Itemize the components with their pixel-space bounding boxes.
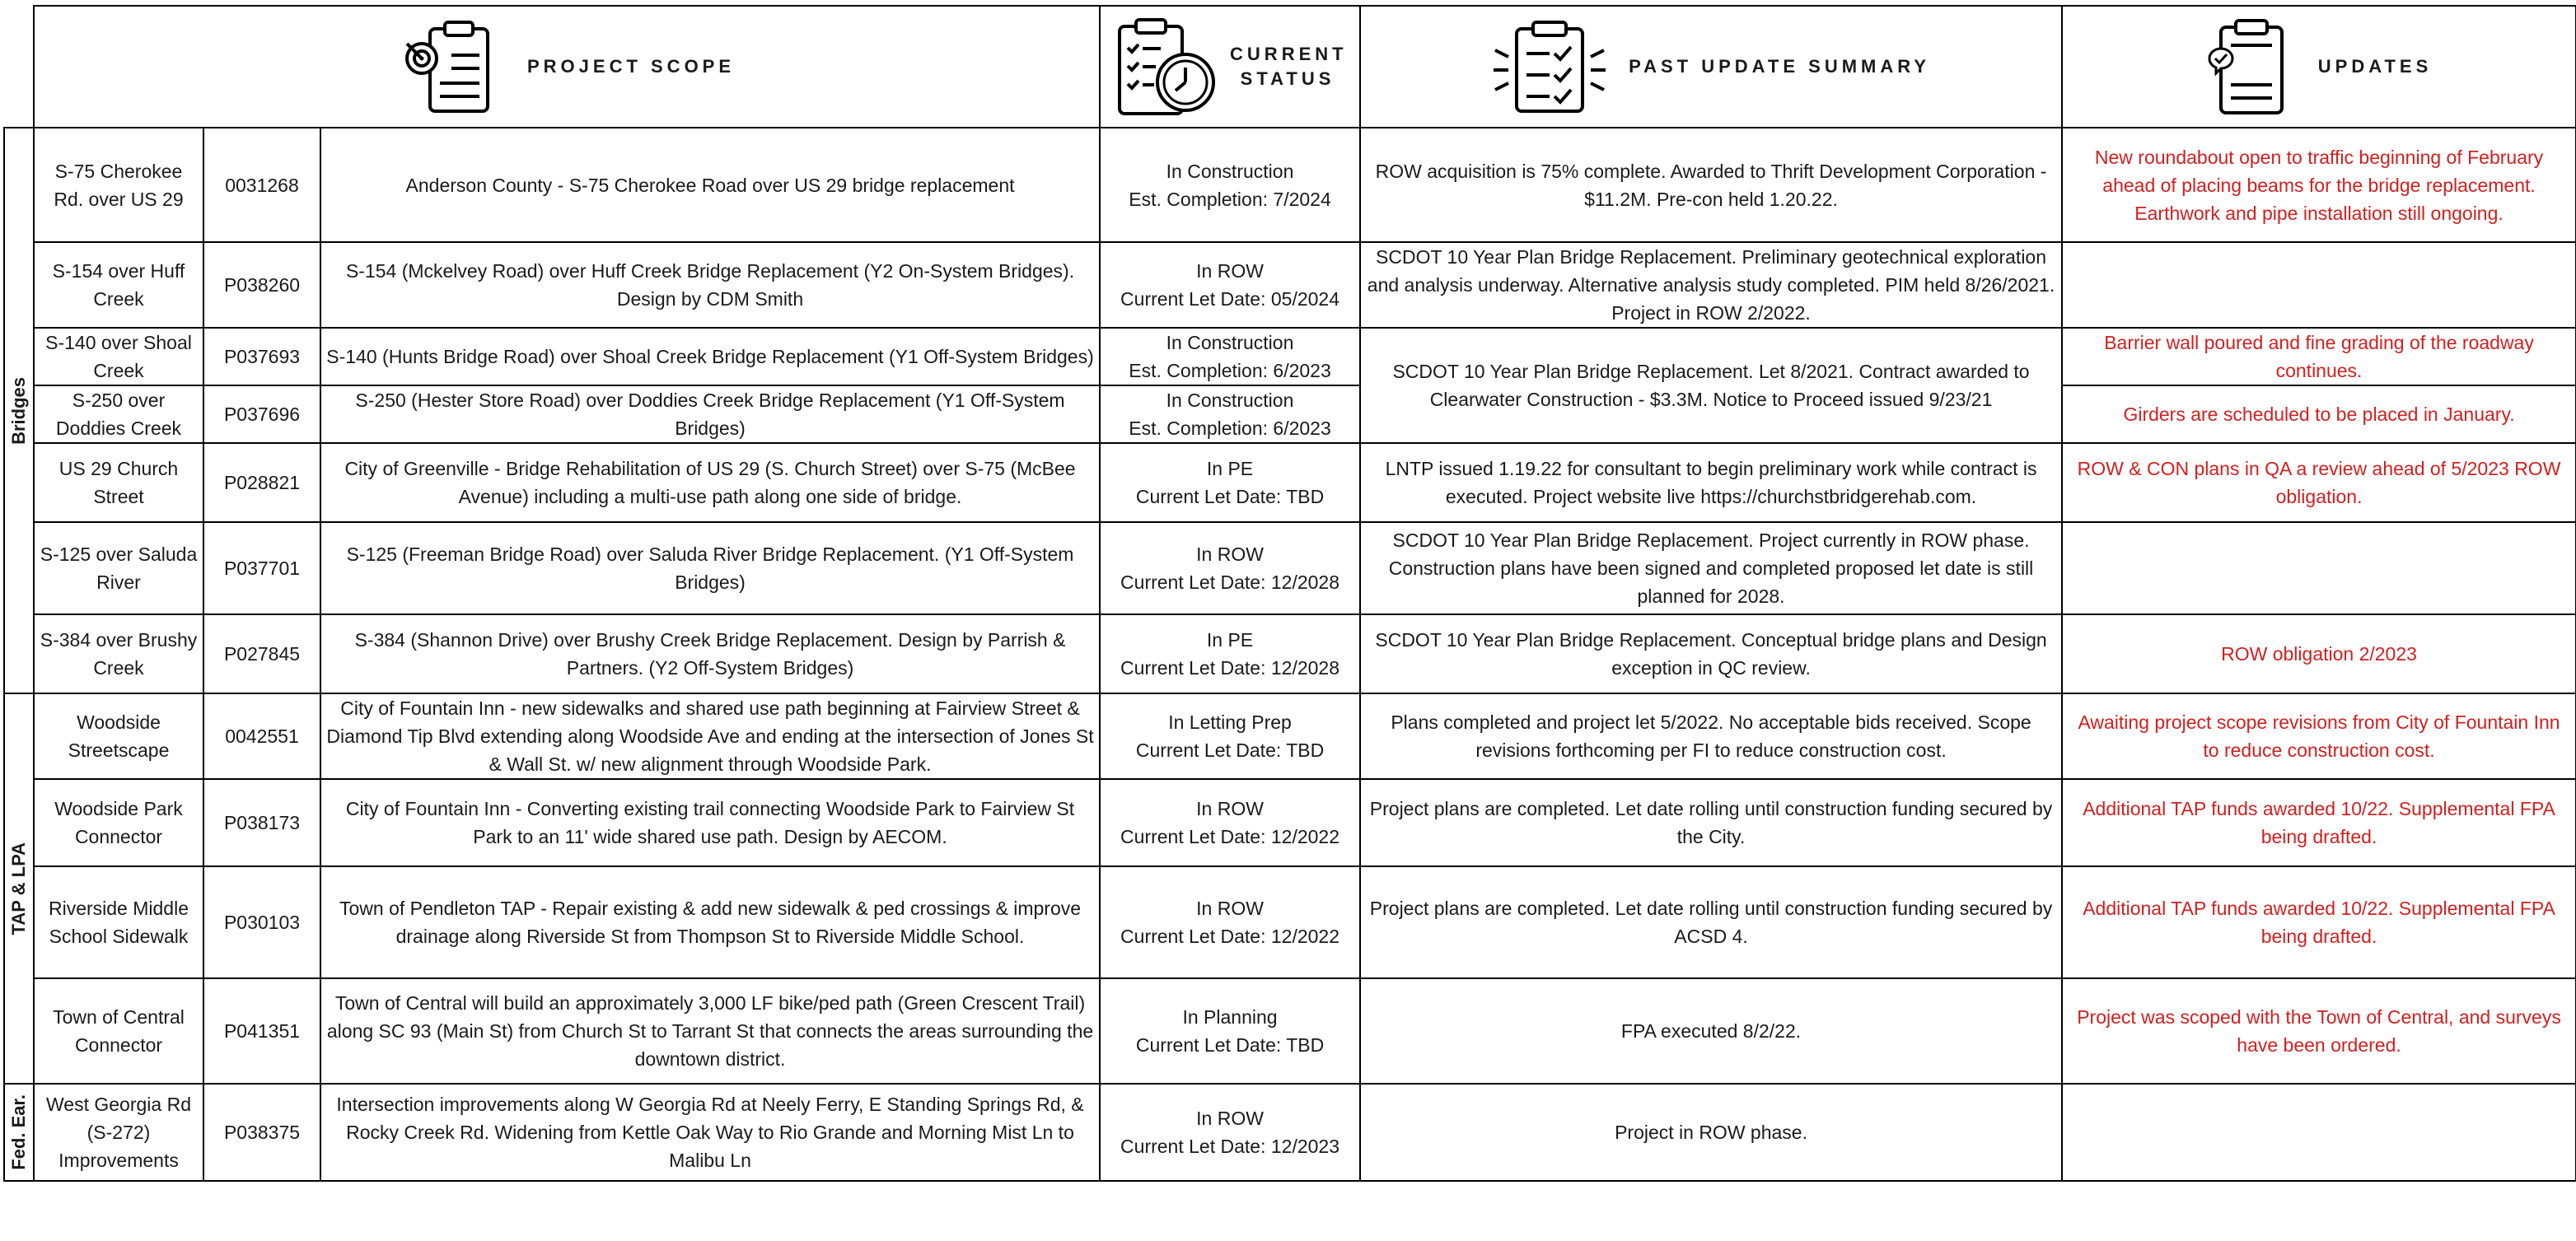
project-scope: S-125 (Freeman Bridge Road) over Saluda River Bridge Replacement. (Y1 Off-System Bridges) (320, 522, 1100, 614)
project-scope: Town of Central will build an approximately 3,000 LF bike/ped path (Green Crescent Trail) along SC 93 (Main St) from Church St to Tarrant St that connects the areas surrounding the downtown district. (320, 978, 1100, 1084)
group-label-bridges: Bridges (4, 128, 34, 693)
update-text (2062, 522, 2576, 614)
past-update: Project plans are completed. Let date rolling until construction funding secured by ACSD 4. (1360, 866, 2062, 978)
project-id: P037693 (203, 328, 320, 385)
table-row (4, 866, 2576, 978)
project-id: P028821 (203, 443, 320, 522)
checklist-sparkle-icon (1492, 17, 1607, 116)
update-text: Additional TAP funds awarded 10/22. Supplemental FPA being drafted. (2062, 779, 2576, 866)
current-status: In Letting Prep Current Let Date: TBD (1100, 693, 1360, 779)
update-text: Girders are scheduled to be placed in January. (2062, 385, 2576, 443)
header-title-past: PAST UPDATE SUMMARY (1629, 56, 1930, 77)
current-status: In Construction Est. Completion: 7/2024 (1100, 128, 1360, 242)
project-name: US 29 Church Street (34, 443, 203, 522)
past-update: LNTP issued 1.19.22 for consultant to begin preliminary work while contract is executed. Project website live https://churchstbridgerehab.com. (1360, 443, 2062, 522)
past-update: SCDOT 10 Year Plan Bridge Replacement. Preliminary geotechnical exploration and analysis underway. Alternative analysis study completed. PIM held 8/26/2021. Project in ROW 2/2022. (1360, 242, 2062, 328)
project-name: S-250 over Doddies Creek (34, 385, 203, 443)
current-status: In Construction Est. Completion: 6/2023 (1100, 328, 1360, 385)
table-row (4, 614, 2576, 693)
table-row (4, 443, 2576, 522)
project-name: Riverside Middle School Sidewalk (34, 866, 203, 978)
current-status: In ROW Current Let Date: 05/2024 (1100, 242, 1360, 328)
project-name: Woodside Park Connector (34, 779, 203, 866)
header-past-update-summary (1360, 6, 2062, 128)
corner-cell (4, 6, 34, 128)
header-title-updates: UPDATES (2317, 56, 2433, 77)
update-text (2062, 1084, 2576, 1181)
past-update: Plans completed and project let 5/2022. No acceptable bids received. Scope revisions forthcoming per FI to reduce construction cost. (1360, 693, 2062, 779)
header-current-status (1100, 6, 1360, 128)
project-scope: Town of Pendleton TAP - Repair existing & add new sidewalk & ped crossings & improve drainage along Riverside St from Thompson St to Riverside Middle School. (320, 866, 1100, 978)
project-scope: Intersection improvements along W Georgia Rd at Neely Ferry, E Standing Springs Rd, & Rocky Creek Rd. Widening from Kettle Oak Way to Rio Grande and Morning Mist Ln to Malibu Ln (320, 1084, 1100, 1181)
header-title-status: CURRENT STATUS (1230, 44, 1348, 89)
project-scope: S-250 (Hester Store Road) over Doddies Creek Bridge Replacement (Y1 Off-System Bridges) (320, 385, 1100, 443)
update-text (2062, 242, 2576, 328)
current-status: In ROW Current Let Date: 12/2023 (1100, 1084, 1360, 1181)
current-status: In ROW Current Let Date: 12/2022 (1100, 866, 1360, 978)
table-row (4, 522, 2576, 614)
update-text: Project was scoped with the Town of Central, and surveys have been ordered. (2062, 978, 2576, 1084)
table-row (4, 385, 2576, 443)
project-id: P038260 (203, 242, 320, 328)
update-text: Additional TAP funds awarded 10/22. Supplemental FPA being drafted. (2062, 866, 2576, 978)
project-id: P041351 (203, 978, 320, 1084)
project-name: S-154 over Huff Creek (34, 242, 203, 328)
project-id: P038173 (203, 779, 320, 866)
current-status: In Planning Current Let Date: TBD (1100, 978, 1360, 1084)
table-row (4, 328, 2576, 385)
table-row (4, 693, 2576, 779)
update-text: Awaiting project scope revisions from City of Fountain Inn to reduce construction cost. (2062, 693, 2576, 779)
project-scope: City of Fountain Inn - Converting existing trail connecting Woodside Park to Fairview St Park to an 11' wide shared use path. Design by AECOM. (320, 779, 1100, 866)
project-scope: S-384 (Shannon Drive) over Brushy Creek Bridge Replacement. Design by Parrish & Partners. (Y2 Off-System Bridges) (320, 614, 1100, 693)
header-title-scope: PROJECT SCOPE (526, 56, 736, 77)
project-id: P027845 (203, 614, 320, 693)
past-update: Project in ROW phase. (1360, 1084, 2062, 1181)
project-id: P037696 (203, 385, 320, 443)
project-scope: City of Greenville - Bridge Rehabilitation of US 29 (S. Church Street) over S-75 (McBee Avenue) including a multi-use path along one side of bridge. (320, 443, 1100, 522)
clipboard-target-icon (399, 17, 506, 116)
header-updates (2062, 6, 2576, 128)
update-text: ROW & CON plans in QA a review ahead of 5/2023 ROW obligation. (2062, 443, 2576, 522)
project-id: P030103 (203, 866, 320, 978)
table-row (4, 1084, 2576, 1181)
past-update: Project plans are completed. Let date rolling until construction funding secured by the City. (1360, 779, 2062, 866)
current-status: In PE Current Let Date: 12/2028 (1100, 614, 1360, 693)
project-id: P037701 (203, 522, 320, 614)
past-update: SCDOT 10 Year Plan Bridge Replacement. Project currently in ROW phase. Construction plans have been signed and completed proposed let date is still planned for 2028. (1360, 522, 2062, 614)
current-status: In ROW Current Let Date: 12/2022 (1100, 779, 1360, 866)
table-row (4, 779, 2576, 866)
project-scope: S-140 (Hunts Bridge Road) over Shoal Creek Bridge Replacement (Y1 Off-System Bridges) (320, 328, 1100, 385)
header-row (4, 6, 2576, 128)
project-scope: City of Fountain Inn - new sidewalks and shared use path beginning at Fairview Street & Diamond Tip Blvd extending along Woodside Ave and ending at the intersection of Jones St & Wall St. w/ new alignment through Woodside Park. (320, 693, 1100, 779)
clipboard-chat-icon (2206, 16, 2297, 118)
past-update: SCDOT 10 Year Plan Bridge Replacement. Conceptual bridge plans and Design exception in QC review. (1360, 614, 2062, 693)
project-name: S-125 over Saluda River (34, 522, 203, 614)
current-status: In PE Current Let Date: TBD (1100, 443, 1360, 522)
current-status: In ROW Current Let Date: 12/2028 (1100, 522, 1360, 614)
table-row (4, 978, 2576, 1084)
checklist-clock-icon (1115, 15, 1222, 119)
table-row (4, 128, 2576, 242)
project-scope: S-154 (Mckelvey Road) over Huff Creek Bridge Replacement (Y2 On-System Bridges). Design by CDM Smith (320, 242, 1100, 328)
update-text: ROW obligation 2/2023 (2062, 614, 2576, 693)
project-name: S-75 Cherokee Rd. over US 29 (34, 128, 203, 242)
update-text: Barrier wall poured and fine grading of the roadway continues. (2062, 328, 2576, 385)
group-label-fed-ear: Fed. Ear. (4, 1084, 34, 1181)
project-id: P038375 (203, 1084, 320, 1181)
current-status: In Construction Est. Completion: 6/2023 (1100, 385, 1360, 443)
project-name: S-384 over Brushy Creek (34, 614, 203, 693)
past-update: ROW acquisition is 75% complete. Awarded to Thrift Development Corporation - $11.2M. Pre-con held 1.20.22. (1360, 128, 2062, 242)
past-update: SCDOT 10 Year Plan Bridge Replacement. Let 8/2021. Contract awarded to Clearwater Construction - $3.3M. Notice to Proceed issued 9/23/21 (1360, 328, 2062, 443)
header-project-scope (34, 6, 1100, 128)
project-name: Town of Central Connector (34, 978, 203, 1084)
project-name: West Georgia Rd (S-272) Improvements (34, 1084, 203, 1181)
project-status-table (3, 5, 2576, 1182)
table-row (4, 242, 2576, 328)
past-update: FPA executed 8/2/22. (1360, 978, 2062, 1084)
group-label-tap-lpa: TAP & LPA (4, 693, 34, 1084)
project-id: 0042551 (203, 693, 320, 779)
project-name: Woodside Streetscape (34, 693, 203, 779)
project-id: 0031268 (203, 128, 320, 242)
update-text: New roundabout open to traffic beginning of February ahead of placing beams for the bridge replacement. Earthwork and pipe installation still ongoing. (2062, 128, 2576, 242)
project-scope: Anderson County - S-75 Cherokee Road over US 29 bridge replacement (320, 128, 1100, 242)
project-name: S-140 over Shoal Creek (34, 328, 203, 385)
